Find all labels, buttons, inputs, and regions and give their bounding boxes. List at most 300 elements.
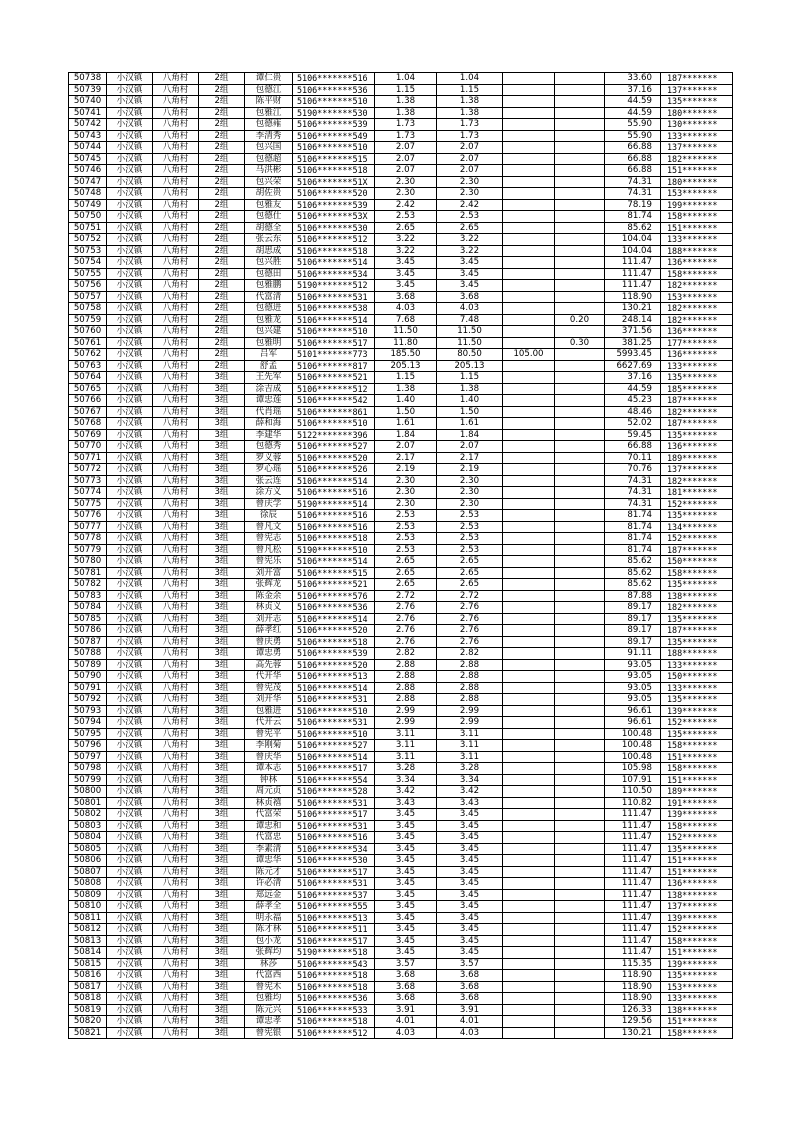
table-row xyxy=(69,901,733,913)
id-number-cell: 5106*******520 xyxy=(293,452,375,464)
person-name-cell: 曾庆学 xyxy=(245,498,293,510)
amount-cell: 37.16 xyxy=(605,372,661,384)
extra-area-cell xyxy=(503,866,555,878)
table-row xyxy=(69,498,733,510)
adjustment-cell xyxy=(555,165,605,177)
person-name-cell: 刘开志 xyxy=(245,613,293,625)
group-cell: 3组 xyxy=(199,487,245,499)
person-name-cell: 包雅龙 xyxy=(245,314,293,326)
village-cell: 八角村 xyxy=(153,452,199,464)
phone-cell: 138******* xyxy=(661,1004,733,1016)
village-cell: 八角村 xyxy=(153,832,199,844)
adjustment-cell xyxy=(555,1016,605,1028)
village-cell: 八角村 xyxy=(153,820,199,832)
phone-cell: 133******* xyxy=(661,360,733,372)
village-cell: 八角村 xyxy=(153,142,199,154)
town-cell: 小汉镇 xyxy=(107,119,153,131)
village-cell: 八角村 xyxy=(153,418,199,430)
id-number-cell: 5122*******396 xyxy=(293,429,375,441)
amount-cell: 85.62 xyxy=(605,579,661,591)
phone-cell: 138******* xyxy=(661,889,733,901)
extra-area-cell xyxy=(503,395,555,407)
person-name-cell: 曾庆华 xyxy=(245,751,293,763)
phone-cell: 135******* xyxy=(661,636,733,648)
area-cell: 1.38 xyxy=(437,96,503,108)
village-cell: 八角村 xyxy=(153,314,199,326)
table-row xyxy=(69,429,733,441)
area-cell: 1.84 xyxy=(437,429,503,441)
total-area-cell: 3.45 xyxy=(375,947,437,959)
total-area-cell: 1.84 xyxy=(375,429,437,441)
record-number-cell: 50800 xyxy=(69,786,107,798)
village-cell: 八角村 xyxy=(153,556,199,568)
adjustment-cell xyxy=(555,153,605,165)
village-cell: 八角村 xyxy=(153,222,199,234)
adjustment-cell xyxy=(555,901,605,913)
table-row xyxy=(69,958,733,970)
adjustment-cell xyxy=(555,107,605,119)
record-number-cell: 50772 xyxy=(69,464,107,476)
id-number-cell: 5106*******518 xyxy=(293,533,375,545)
village-cell: 八角村 xyxy=(153,625,199,637)
adjustment-cell xyxy=(555,832,605,844)
id-number-cell: 5106*******534 xyxy=(293,268,375,280)
record-number-cell: 50768 xyxy=(69,418,107,430)
adjustment-cell xyxy=(555,291,605,303)
area-cell: 1.38 xyxy=(437,383,503,395)
adjustment-cell xyxy=(555,1004,605,1016)
total-area-cell: 2.42 xyxy=(375,199,437,211)
person-name-cell: 陈才林 xyxy=(245,924,293,936)
phone-cell: 135******* xyxy=(661,372,733,384)
record-number-cell: 50798 xyxy=(69,763,107,775)
town-cell: 小汉镇 xyxy=(107,107,153,119)
person-name-cell: 谭忠莲 xyxy=(245,395,293,407)
amount-cell: 33.60 xyxy=(605,73,661,85)
table-row xyxy=(69,199,733,211)
extra-area-cell xyxy=(503,671,555,683)
extra-area-cell xyxy=(503,556,555,568)
record-number-cell: 50783 xyxy=(69,590,107,602)
extra-area-cell xyxy=(503,222,555,234)
amount-cell: 66.88 xyxy=(605,142,661,154)
town-cell: 小汉镇 xyxy=(107,326,153,338)
person-name-cell: 张云东 xyxy=(245,234,293,246)
extra-area-cell xyxy=(503,130,555,142)
record-number-cell: 50819 xyxy=(69,1004,107,1016)
group-cell: 2组 xyxy=(199,268,245,280)
total-area-cell: 1.73 xyxy=(375,130,437,142)
amount-cell: 91.11 xyxy=(605,648,661,660)
phone-cell: 151******* xyxy=(661,774,733,786)
total-area-cell: 2.53 xyxy=(375,521,437,533)
area-cell: 3.45 xyxy=(437,901,503,913)
amount-cell: 87.88 xyxy=(605,590,661,602)
phone-cell: 187******* xyxy=(661,73,733,85)
area-cell: 3.68 xyxy=(437,981,503,993)
person-name-cell: 包德进 xyxy=(245,303,293,315)
table-row xyxy=(69,567,733,579)
town-cell: 小汉镇 xyxy=(107,395,153,407)
person-name-cell: 郑远金 xyxy=(245,889,293,901)
extra-area-cell xyxy=(503,636,555,648)
record-number-cell: 50797 xyxy=(69,751,107,763)
record-number-cell: 50767 xyxy=(69,406,107,418)
record-number-cell: 50745 xyxy=(69,153,107,165)
adjustment-cell xyxy=(555,878,605,890)
group-cell: 3组 xyxy=(199,567,245,579)
id-number-cell: 5106*******515 xyxy=(293,153,375,165)
town-cell: 小汉镇 xyxy=(107,268,153,280)
record-number-cell: 50813 xyxy=(69,935,107,947)
person-name-cell: 刘开富 xyxy=(245,567,293,579)
group-cell: 3组 xyxy=(199,1027,245,1039)
person-name-cell: 罗心瑶 xyxy=(245,464,293,476)
phone-cell: 133******* xyxy=(661,682,733,694)
adjustment-cell xyxy=(555,349,605,361)
area-cell: 1.04 xyxy=(437,73,503,85)
id-number-cell: 5106*******510 xyxy=(293,418,375,430)
village-cell: 八角村 xyxy=(153,268,199,280)
extra-area-cell xyxy=(503,924,555,936)
town-cell: 小汉镇 xyxy=(107,671,153,683)
phone-cell: 182******* xyxy=(661,153,733,165)
id-number-cell: 5106*******518 xyxy=(293,245,375,257)
total-area-cell: 3.68 xyxy=(375,291,437,303)
phone-cell: 177******* xyxy=(661,337,733,349)
phone-cell: 138******* xyxy=(661,590,733,602)
total-area-cell: 3.11 xyxy=(375,751,437,763)
table-row xyxy=(69,625,733,637)
area-cell: 1.50 xyxy=(437,406,503,418)
record-number-cell: 50814 xyxy=(69,947,107,959)
table-row xyxy=(69,406,733,418)
town-cell: 小汉镇 xyxy=(107,130,153,142)
area-cell: 3.91 xyxy=(437,1004,503,1016)
table-row xyxy=(69,475,733,487)
town-cell: 小汉镇 xyxy=(107,222,153,234)
phone-cell: 158******* xyxy=(661,935,733,947)
area-cell: 2.99 xyxy=(437,705,503,717)
phone-cell: 135******* xyxy=(661,429,733,441)
group-cell: 3组 xyxy=(199,429,245,441)
group-cell: 3组 xyxy=(199,912,245,924)
amount-cell: 118.90 xyxy=(605,970,661,982)
table-row xyxy=(69,809,733,821)
adjustment-cell xyxy=(555,981,605,993)
group-cell: 3组 xyxy=(199,418,245,430)
phone-cell: 133******* xyxy=(661,993,733,1005)
area-cell: 3.22 xyxy=(437,234,503,246)
group-cell: 2组 xyxy=(199,257,245,269)
town-cell: 小汉镇 xyxy=(107,314,153,326)
table-row xyxy=(69,947,733,959)
village-cell: 八角村 xyxy=(153,602,199,614)
group-cell: 2组 xyxy=(199,360,245,372)
amount-cell: 126.33 xyxy=(605,1004,661,1016)
adjustment-cell xyxy=(555,130,605,142)
area-cell: 3.45 xyxy=(437,809,503,821)
phone-cell: 153******* xyxy=(661,981,733,993)
adjustment-cell xyxy=(555,395,605,407)
record-number-cell: 50777 xyxy=(69,521,107,533)
town-cell: 小汉镇 xyxy=(107,211,153,223)
extra-area-cell xyxy=(503,314,555,326)
total-area-cell: 3.45 xyxy=(375,889,437,901)
record-number-cell: 50784 xyxy=(69,602,107,614)
table-row xyxy=(69,590,733,602)
extra-area-cell xyxy=(503,107,555,119)
village-cell: 八角村 xyxy=(153,613,199,625)
extra-area-cell xyxy=(503,84,555,96)
group-cell: 3组 xyxy=(199,602,245,614)
table-row xyxy=(69,257,733,269)
person-name-cell: 王先军 xyxy=(245,372,293,384)
table-row xyxy=(69,878,733,890)
group-cell: 3组 xyxy=(199,993,245,1005)
table-row xyxy=(69,843,733,855)
person-name-cell: 谭本志 xyxy=(245,763,293,775)
record-number-cell: 50821 xyxy=(69,1027,107,1039)
table-row xyxy=(69,774,733,786)
extra-area-cell xyxy=(503,901,555,913)
id-number-cell: 5106*******576 xyxy=(293,590,375,602)
total-area-cell: 3.45 xyxy=(375,257,437,269)
id-number-cell: 5106*******512 xyxy=(293,383,375,395)
person-name-cell: 代开华 xyxy=(245,671,293,683)
amount-cell: 248.14 xyxy=(605,314,661,326)
village-cell: 八角村 xyxy=(153,809,199,821)
adjustment-cell xyxy=(555,487,605,499)
village-cell: 八角村 xyxy=(153,337,199,349)
table-row xyxy=(69,533,733,545)
table-row xyxy=(69,521,733,533)
extra-area-cell xyxy=(503,613,555,625)
record-number-cell: 50788 xyxy=(69,648,107,660)
person-name-cell: 曾宪志 xyxy=(245,533,293,545)
group-cell: 3组 xyxy=(199,970,245,982)
record-number-cell: 50808 xyxy=(69,878,107,890)
village-cell: 八角村 xyxy=(153,544,199,556)
town-cell: 小汉镇 xyxy=(107,475,153,487)
adjustment-cell xyxy=(555,797,605,809)
table-row xyxy=(69,245,733,257)
amount-cell: 111.47 xyxy=(605,832,661,844)
extra-area-cell xyxy=(503,199,555,211)
village-cell: 八角村 xyxy=(153,406,199,418)
id-number-cell: 5106*******531 xyxy=(293,878,375,890)
record-number-cell: 50782 xyxy=(69,579,107,591)
total-area-cell: 2.88 xyxy=(375,694,437,706)
person-name-cell: 薛孝全 xyxy=(245,901,293,913)
village-cell: 八角村 xyxy=(153,924,199,936)
area-cell: 2.53 xyxy=(437,544,503,556)
table-row xyxy=(69,728,733,740)
area-cell: 3.11 xyxy=(437,751,503,763)
town-cell: 小汉镇 xyxy=(107,843,153,855)
id-number-cell: 5190*******518 xyxy=(293,947,375,959)
group-cell: 3组 xyxy=(199,809,245,821)
group-cell: 2组 xyxy=(199,165,245,177)
total-area-cell: 3.57 xyxy=(375,958,437,970)
village-cell: 八角村 xyxy=(153,1016,199,1028)
adjustment-cell xyxy=(555,705,605,717)
phone-cell: 152******* xyxy=(661,832,733,844)
extra-area-cell xyxy=(503,452,555,464)
table-row xyxy=(69,153,733,165)
group-cell: 3组 xyxy=(199,1004,245,1016)
phone-cell: 139******* xyxy=(661,958,733,970)
phone-cell: 136******* xyxy=(661,257,733,269)
id-number-cell: 5106*******51X xyxy=(293,176,375,188)
amount-cell: 44.59 xyxy=(605,383,661,395)
town-cell: 小汉镇 xyxy=(107,579,153,591)
group-cell: 3组 xyxy=(199,521,245,533)
record-number-cell: 50752 xyxy=(69,234,107,246)
record-number-cell: 50753 xyxy=(69,245,107,257)
table-row xyxy=(69,464,733,476)
record-number-cell: 50803 xyxy=(69,820,107,832)
village-cell: 八角村 xyxy=(153,165,199,177)
village-cell: 八角村 xyxy=(153,360,199,372)
id-number-cell: 5106*******514 xyxy=(293,751,375,763)
table-row xyxy=(69,866,733,878)
total-area-cell: 3.45 xyxy=(375,832,437,844)
village-cell: 八角村 xyxy=(153,579,199,591)
table-row xyxy=(69,107,733,119)
phone-cell: 133******* xyxy=(661,130,733,142)
person-name-cell: 包德雍 xyxy=(245,119,293,131)
group-cell: 3组 xyxy=(199,728,245,740)
adjustment-cell xyxy=(555,613,605,625)
group-cell: 2组 xyxy=(199,130,245,142)
extra-area-cell xyxy=(503,763,555,775)
area-cell: 1.73 xyxy=(437,130,503,142)
phone-cell: 151******* xyxy=(661,1016,733,1028)
table-row xyxy=(69,1027,733,1039)
group-cell: 3组 xyxy=(199,441,245,453)
amount-cell: 96.61 xyxy=(605,717,661,729)
town-cell: 小汉镇 xyxy=(107,636,153,648)
group-cell: 3组 xyxy=(199,820,245,832)
village-cell: 八角村 xyxy=(153,751,199,763)
amount-cell: 115.35 xyxy=(605,958,661,970)
phone-cell: 130******* xyxy=(661,119,733,131)
person-name-cell: 代富荣 xyxy=(245,809,293,821)
total-area-cell: 3.43 xyxy=(375,797,437,809)
town-cell: 小汉镇 xyxy=(107,832,153,844)
group-cell: 2组 xyxy=(199,142,245,154)
person-name-cell: 张辉均 xyxy=(245,947,293,959)
person-name-cell: 曾凡松 xyxy=(245,544,293,556)
record-number-cell: 50811 xyxy=(69,912,107,924)
id-number-cell: 5106*******521 xyxy=(293,579,375,591)
person-name-cell: 包德秀 xyxy=(245,441,293,453)
town-cell: 小汉镇 xyxy=(107,521,153,533)
extra-area-cell xyxy=(503,1027,555,1039)
village-cell: 八角村 xyxy=(153,636,199,648)
area-cell: 4.01 xyxy=(437,1016,503,1028)
table-row xyxy=(69,337,733,349)
person-name-cell: 包雅均 xyxy=(245,993,293,1005)
record-number-cell: 50779 xyxy=(69,544,107,556)
town-cell: 小汉镇 xyxy=(107,694,153,706)
adjustment-cell xyxy=(555,820,605,832)
group-cell: 2组 xyxy=(199,291,245,303)
person-name-cell: 包雅江 xyxy=(245,107,293,119)
total-area-cell: 7.68 xyxy=(375,314,437,326)
id-number-cell: 5106*******518 xyxy=(293,636,375,648)
person-name-cell: 林贞禧 xyxy=(245,797,293,809)
phone-cell: 152******* xyxy=(661,498,733,510)
group-cell: 2组 xyxy=(199,211,245,223)
group-cell: 3组 xyxy=(199,751,245,763)
id-number-cell: 5106*******517 xyxy=(293,337,375,349)
town-cell: 小汉镇 xyxy=(107,889,153,901)
village-cell: 八角村 xyxy=(153,659,199,671)
extra-area-cell xyxy=(503,280,555,292)
table-row xyxy=(69,487,733,499)
group-cell: 3组 xyxy=(199,671,245,683)
total-area-cell: 2.53 xyxy=(375,510,437,522)
town-cell: 小汉镇 xyxy=(107,383,153,395)
area-cell: 2.30 xyxy=(437,176,503,188)
person-name-cell: 包兴荣 xyxy=(245,176,293,188)
id-number-cell: 5106*******516 xyxy=(293,487,375,499)
adjustment-cell xyxy=(555,579,605,591)
amount-cell: 111.47 xyxy=(605,889,661,901)
table-row xyxy=(69,636,733,648)
person-name-cell: 张辉龙 xyxy=(245,579,293,591)
id-number-cell: 5106*******514 xyxy=(293,314,375,326)
record-number-cell: 50758 xyxy=(69,303,107,315)
amount-cell: 37.16 xyxy=(605,84,661,96)
group-cell: 2组 xyxy=(199,119,245,131)
amount-cell: 105.98 xyxy=(605,763,661,775)
id-number-cell: 5106*******536 xyxy=(293,84,375,96)
area-cell: 3.45 xyxy=(437,866,503,878)
group-cell: 3组 xyxy=(199,682,245,694)
table-row xyxy=(69,268,733,280)
extra-area-cell xyxy=(503,820,555,832)
town-cell: 小汉镇 xyxy=(107,774,153,786)
phone-cell: 139******* xyxy=(661,809,733,821)
extra-area-cell xyxy=(503,533,555,545)
group-cell: 2组 xyxy=(199,96,245,108)
total-area-cell: 1.61 xyxy=(375,418,437,430)
total-area-cell: 2.76 xyxy=(375,613,437,625)
area-cell: 3.45 xyxy=(437,280,503,292)
person-name-cell: 包兴国 xyxy=(245,142,293,154)
total-area-cell: 3.45 xyxy=(375,268,437,280)
area-cell: 3.57 xyxy=(437,958,503,970)
area-cell: 2.53 xyxy=(437,533,503,545)
record-number-cell: 50816 xyxy=(69,970,107,982)
adjustment-cell xyxy=(555,234,605,246)
adjustment-cell xyxy=(555,418,605,430)
amount-cell: 85.62 xyxy=(605,556,661,568)
record-number-cell: 50756 xyxy=(69,280,107,292)
phone-cell: 187******* xyxy=(661,395,733,407)
person-name-cell: 包德田 xyxy=(245,268,293,280)
id-number-cell: 5106*******510 xyxy=(293,705,375,717)
adjustment-cell xyxy=(555,498,605,510)
village-cell: 八角村 xyxy=(153,648,199,660)
phone-cell: 136******* xyxy=(661,441,733,453)
amount-cell: 59.45 xyxy=(605,429,661,441)
extra-area-cell xyxy=(503,1016,555,1028)
table-row xyxy=(69,291,733,303)
